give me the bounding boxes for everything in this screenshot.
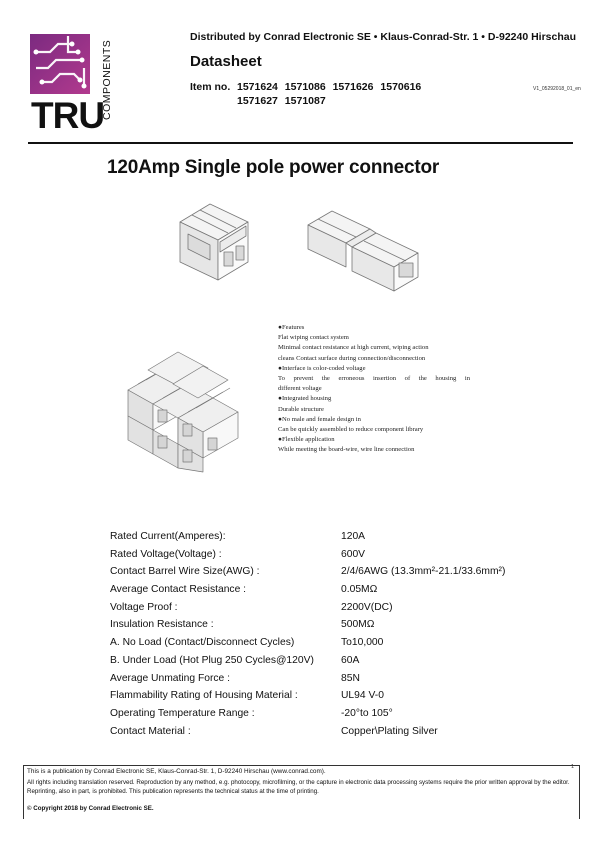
connector-image-front: [170, 200, 270, 300]
spec-value: -20°to 105°: [341, 707, 393, 719]
spec-label: Average Unmating Force :: [110, 672, 230, 684]
feature-line: Durable structure: [278, 405, 324, 413]
spec-label: Voltage Proof :: [110, 601, 178, 613]
product-title: 120Amp Single pole power connector: [107, 157, 440, 178]
feature-line: ●Features: [278, 324, 305, 331]
spec-value: 600V: [341, 548, 366, 560]
footer-publisher: This is a publication by Conrad Electronic SE, Klaus-Conrad-Str. 1, D-92240 Hirschau (www.conrad.com).: [27, 768, 326, 775]
feature-line: Minimal contact resistance at high current, wiping action: [278, 344, 429, 352]
spec-label: Average Contact Resistance :: [110, 584, 247, 596]
feature-line: Can be quickly assembled to reduce component library: [278, 426, 424, 434]
feature-line: To prevent the erroneous insertion of the housing in: [278, 375, 470, 383]
feature-line: While meeting the board-wire, wire line connection: [278, 446, 415, 454]
spec-label: Rated Current(Amperes):: [110, 531, 226, 542]
item-label: Item no.: [190, 81, 231, 93]
spec-value: UL94 V-0: [341, 690, 384, 702]
feature-line: ●No male and female design in: [278, 415, 361, 423]
spec-label: Contact Barrel Wire Size(AWG) :: [110, 566, 260, 578]
connector-image-mated: [300, 205, 430, 300]
spec-label: Rated Voltage(Voltage) :: [110, 548, 222, 560]
feature-line: ●Flexible application: [278, 436, 335, 444]
spec-value: 500MΩ: [341, 619, 375, 631]
feature-line: ●Integrated housing: [278, 395, 332, 403]
footer-copyright: © Copyright 2018 by Conrad Electronic SE.: [27, 805, 154, 812]
spec-value: Copper\Plating Silver: [341, 725, 438, 737]
footer-rights: All rights including translation reserved. Reproduction by any method, e.g. photocopy, microfilming, or the capture in electronic data processing systems require the prior written approval by the editor. Reprinting, also in part, is prohibited. This publication represents the technical status at the time of printing.: [27, 779, 570, 795]
feature-line: ●Interface is color-coded voltage: [278, 364, 366, 372]
spec-value: To10,000: [341, 637, 384, 649]
logo-components-text: COMPONENTS: [101, 39, 113, 120]
spec-label: A. No Load (Contact/Disconnect Cycles): [110, 637, 295, 649]
connector-image-stacked: [118, 350, 248, 480]
spec-label: Operating Temperature Range :: [110, 707, 255, 719]
spec-value: 60A: [341, 654, 360, 666]
distributor-line: Distributed by Conrad Electronic SE • Klaus-Conrad-Str. 1 • D-92240 Hirschau: [190, 31, 577, 43]
spec-label: Insulation Resistance :: [110, 619, 214, 631]
header-divider: [28, 142, 573, 144]
item-numbers-row1: 1571624 1571086 1571626 1570616: [237, 81, 422, 93]
spec-label: Flammability Rating of Housing Material :: [110, 690, 298, 702]
spec-label: B. Under Load (Hot Plug 250 Cycles@120V): [110, 654, 314, 666]
spec-value: 2/4/6AWG (13.3mm²-21.1/33.6mm²): [341, 566, 506, 578]
version-code: V1_05292018_01_en: [533, 86, 581, 92]
spec-value: 85N: [341, 672, 360, 684]
logo-graphic: [28, 32, 113, 132]
spec-value: 120A: [341, 531, 366, 542]
doc-title: Datasheet: [190, 53, 262, 70]
page-number: 1: [571, 764, 575, 770]
feature-line: cleans Contact surface during connection/disconnection: [278, 354, 426, 362]
item-numbers-row2: 1571627 1571087: [237, 95, 326, 107]
spec-label: Contact Material :: [110, 725, 191, 737]
logo-tru-text: TRU: [31, 95, 105, 132]
tru-components-logo: [28, 32, 113, 132]
features-list: [278, 323, 470, 456]
feature-line: different voltage: [278, 385, 322, 393]
feature-line: Flat wiping contact system: [278, 334, 349, 342]
spec-value: 0.05MΩ: [341, 584, 378, 596]
spec-value: 2200V(DC): [341, 601, 393, 613]
